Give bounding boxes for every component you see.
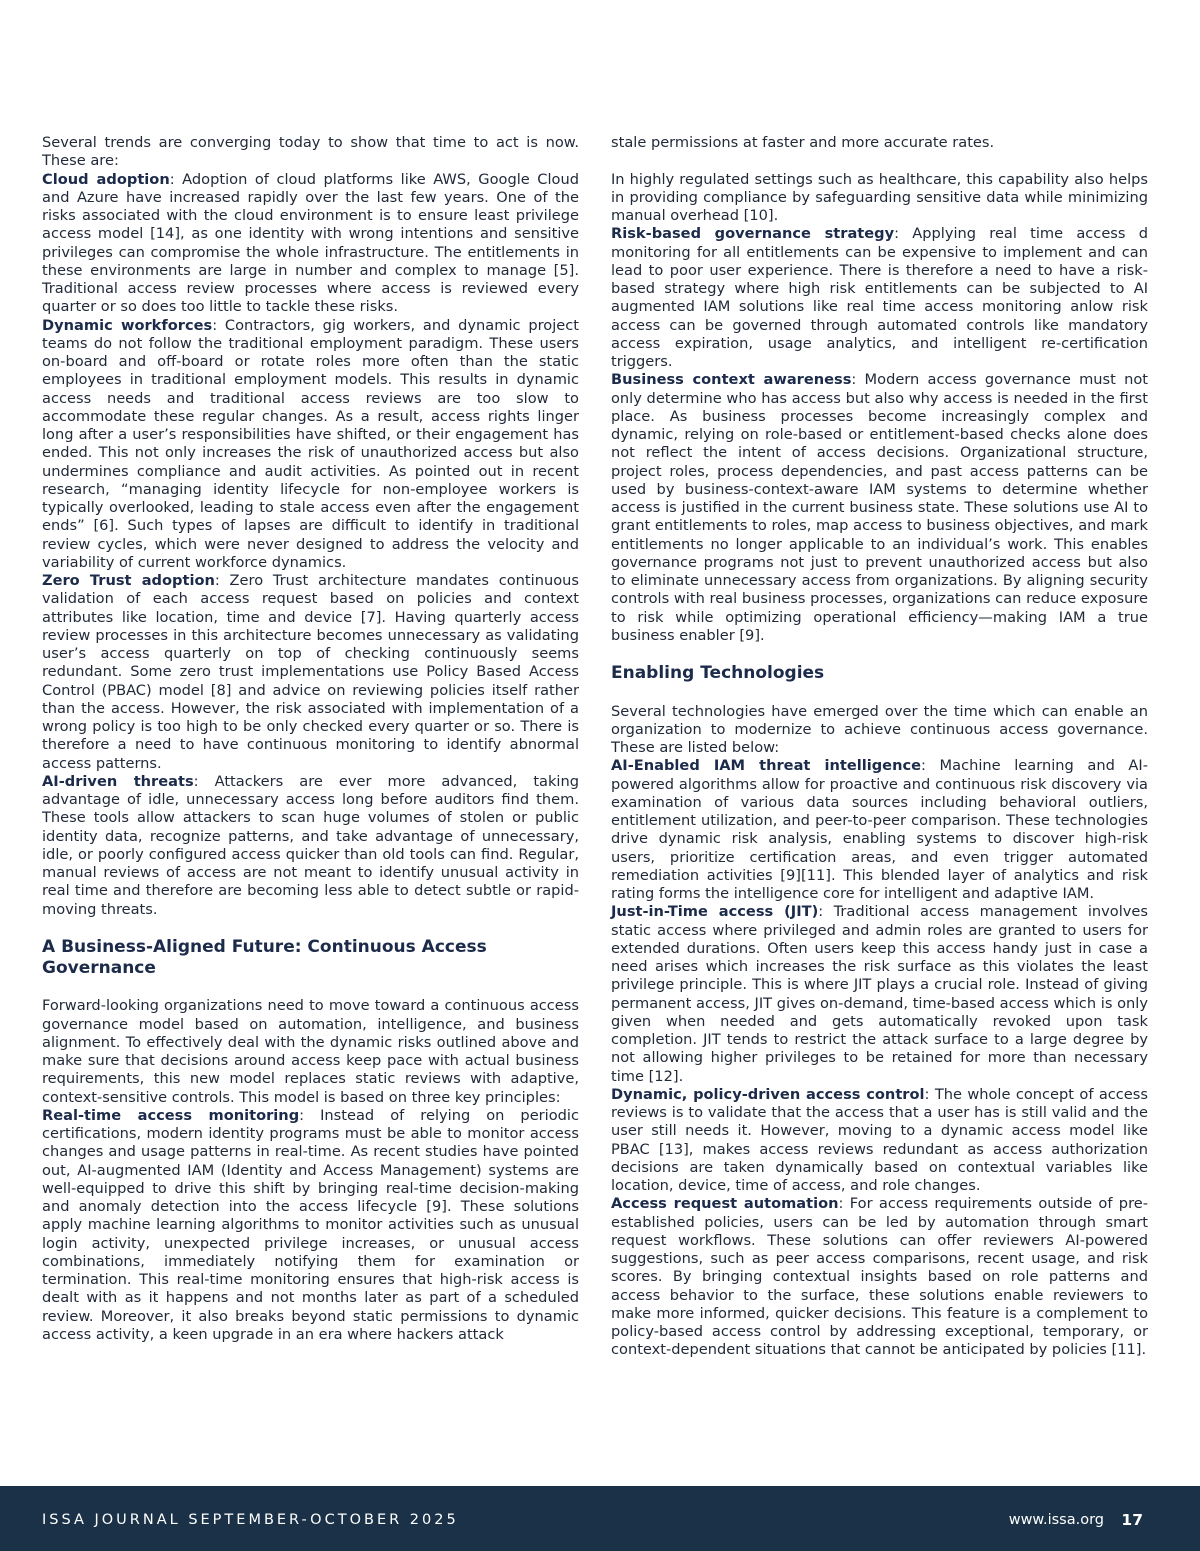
- tech-access-request-automation: [611, 1195, 1148, 1359]
- governance-intro-paragraph: Forward-looking organizations need to move toward a continuous access governance model based on automation, intelligence, and business alignment. To effectively deal with the dynamic risks outlined above and make sure that decisions around access keep pace with actual business requirements, this new model replaces static reviews with adaptive, context-sensitive controls. This model is based on three key principles:: [42, 997, 579, 1106]
- principle-text: : Instead of relying on periodic certifications, modern identity programs must be able to monitor access changes and usage patterns in real-time. As recent studies have pointed out, AI-augmented IAM (Identity and Access Management) systems are well-equipped to drive this shift by bringing real-time decision-making and anomaly detection into the access lifecycle [9]. These solutions apply machine learning algorithms to monitor activities such as unusual login activity, unexpected privilege increases, or unusual access combinations, immediately notifying them for examination or termination. This real-time monitoring ensures that high-risk access is dealt with as it happens and not months later as part of a scheduled review. Moreover, it also breaks beyond static permissions to dynamic access activity, a keen upgrade in an era where hackers attack: [42, 1106, 580, 1343]
- tech-term: Dynamic, policy-driven access control: [611, 1085, 925, 1103]
- trend-zero-trust: [42, 572, 579, 773]
- regulated-settings-paragraph: In highly regulated settings such as healthcare, this capability also helps in providing compliance by safeguarding sensitive data while minimizing manual overhead [10].: [611, 170, 1148, 224]
- page-number: 17: [1121, 1511, 1143, 1529]
- principle-risk-based: [611, 225, 1148, 371]
- continuation-text: stale permissions at faster and more accurate rates.: [611, 134, 995, 151]
- journal-title: ISSA JOURNAL SEPTEMBER-OCTOBER 2025: [42, 1512, 459, 1528]
- right-column: [611, 134, 1148, 1360]
- trend-ai-threats: [42, 773, 579, 919]
- tech-text: : For access requirements outside of pre-established policies, users can be led by automation through smart request workflows. These solutions can offer reviewers AI-powered suggestions, such as peer access comparisons, recent usage, and risk scores. By bringing contextual insights based on role patterns and access behavior to the surface, these solutions enable reviewers to make more informed, quicker decisions. This feature is a complement to policy-based access control by addressing exceptional, temporary, or context-dependent situations that cannot be anticipated by policies [11].: [611, 1195, 1148, 1359]
- tech-term: Access request automation: [611, 1195, 839, 1213]
- principle-text: : Applying real time access d monitoring for all entitlements can be expensive to implement and can lead to poor user experience. There is therefore a need to have a risk-based strategy where high risk entitlements can be subjected to AI augmented IAM solutions like real time access monitoring anlow risk access can be governed through automated controls like mandatory access expiration, usage analytics, and intelligent re-certification triggers.: [611, 225, 1148, 370]
- trend-text: : Attackers are ever more advanced, taking advantage of idle, unnecessary access long before auditors find them. These tools allow attackers to scan huge volumes of stolen or public identity data, recognize patterns, and take advantage of unnecessary, idle, or poorly configured access quicker than old tools can find. Regular, manual reviews of access are not meant to identify unusual activity in real time and therefore are becoming less able to detect subtle or rapid-moving threats.: [42, 772, 579, 918]
- trend-term: Zero Trust adoption: [42, 572, 215, 589]
- principle-term: Real-time access monitoring: [42, 1106, 300, 1124]
- principle-text: : Modern access governance must not only determine who has access but also why access is needed in the first place. As business processes become increasingly complex and dynamic, relying on role-based or entitlement-based checks alone does not reflect the intent of access decisions. Organizational structure, project roles, process dependencies, and past access patterns can be used by business-context-aware IAM systems to determine whether access is justified in the current business state. These solutions use AI to grant entitlements to roles, map access to business objectives, and mark entitlements no longer applicable to an individual’s work. This enables governance programs not just to prevent unauthorized access but also to eliminate unnecessary access from organizations. By aligning security controls with real business processes, organizations can reduce exposure to risk while optimizing operational efficiency—making IAM a true business enabler [9].: [611, 371, 1148, 644]
- principle-term: Business context awareness: [611, 371, 852, 389]
- tech-ai-threat-intelligence: [611, 757, 1148, 903]
- tech-term: Just-in-Time access (JIT): [611, 903, 819, 921]
- tech-just-in-time: [611, 903, 1148, 1086]
- principle-business-context: [611, 371, 1148, 645]
- trend-text: : Contractors, gig workers, and dynamic project teams do not follow the traditional employment paradigm. These users on-board and off-board or rotate roles more often than the static employees in traditional employment models. This results in dynamic access needs and traditional access reviews are too slow to accommodate these regular changes. As a result, access rights linger long after a user’s responsibilities have shifted, or their engagement has ended. This not only increases the risk of unauthorized access but also undermines compliance and audit activities. As pointed out in recent research, “managing identity lifecycle for non-employee workers is typically overlooked, leading to stale access even after the engagement ends” [6]. Such types of lapses are difficult to identify in traditional review cycles, which were never designed to address the velocity and variability of current workforce dynamics.: [42, 316, 579, 571]
- trend-dynamic-workforces: [42, 317, 579, 573]
- section-heading-continuous-governance: A Business-Aligned Future: Continuous Access Governance: [42, 937, 487, 978]
- trend-text: : Zero Trust architecture mandates continuous validation of each access request based on policies and context attributes like location, time and device [7]. Having quarterly access review processes in this architecture becomes unnecessary as validating user’s access quarterly on top of checking continuously seems redundant. Some zero trust implementations use Policy Based Access Control (PBAC) model [8] and advice on reviewing policies itself rather than the access. However, the risk associated with implementation of a wrong policy is too high to be only checked every quarter or so. There is therefore a need to have continuous monitoring to identify abnormal access patterns.: [42, 572, 579, 772]
- trend-text: : Adoption of cloud platforms like AWS, Google Cloud and Azure have increased rapidly over the last few years. One of the risks associated with the cloud environment is to ensure least privilege access model [14], as one identity with wrong intentions and sensitive privileges can compromise the whole infrastructure. The entitlements in these environments are large in number and complex to manage [5]. Traditional access review processes where access is reviewed every quarter or so does too little to tackle these risks.: [42, 170, 579, 316]
- tech-policy-driven-access: [611, 1086, 1148, 1196]
- tech-term: AI-Enabled IAM threat intelligence: [611, 757, 922, 775]
- principle-term: Risk-based governance strategy: [611, 225, 895, 243]
- page-footer: [0, 1486, 1200, 1551]
- trend-term: AI-driven threats: [42, 772, 194, 790]
- intro-paragraph: Several trends are converging today to show that time to act is now. These are:: [42, 134, 579, 170]
- tech-text: : The whole concept of access reviews is to validate that the access that a user has is still valid and the user still needs it. However, moving to a dynamic access model like PBAC [13], makes access reviews redundant as access authorization decisions are taken dynamically based on contextual variables like location, device, time of access, and role changes.: [611, 1085, 1148, 1194]
- trend-cloud-adoption: [42, 171, 579, 317]
- tech-text: : Machine learning and AI-powered algorithms allow for proactive and continuous risk discovery via examination of various data sources including behavioral outliers, entitlement utilization, and peer-to-peer comparison. These technologies drive dynamic risk analysis, enabling systems to discover high-risk users, prioritize certification areas, and even trigger automated remediation activities [9][11]. This blended layer of analytics and risk rating forms the intelligence core for intelligent and adaptive IAM.: [611, 757, 1148, 902]
- tech-text: : Traditional access management involves static access where privileged and admin roles are granted to users for extended durations. Often users keep this access handy just in case a need arises which increases the risk surface as this violates the least privilege principle. This is where JIT plays a crucial role. Instead of giving permanent access, JIT gives on-demand, time-based access which is only given when needed and gets automatically revoked upon task completion. JIT tends to restrict the attack surface to a large degree by not allowing higher privileges to be retained for more than necessary time [12].: [611, 903, 1148, 1085]
- website-link[interactable]: www.issa.org: [1008, 1512, 1104, 1528]
- technologies-intro-paragraph: Several technologies have emerged over the time which can enable an organization to modernize to achieve continuous access governance. These are listed below:: [611, 702, 1148, 756]
- principle-realtime-monitoring: [42, 1107, 579, 1344]
- trend-term: Cloud adoption: [42, 170, 170, 188]
- trend-term: Dynamic workforces: [42, 316, 213, 334]
- left-column: [42, 134, 579, 1344]
- section-heading-enabling-technologies: Enabling Technologies: [611, 663, 825, 684]
